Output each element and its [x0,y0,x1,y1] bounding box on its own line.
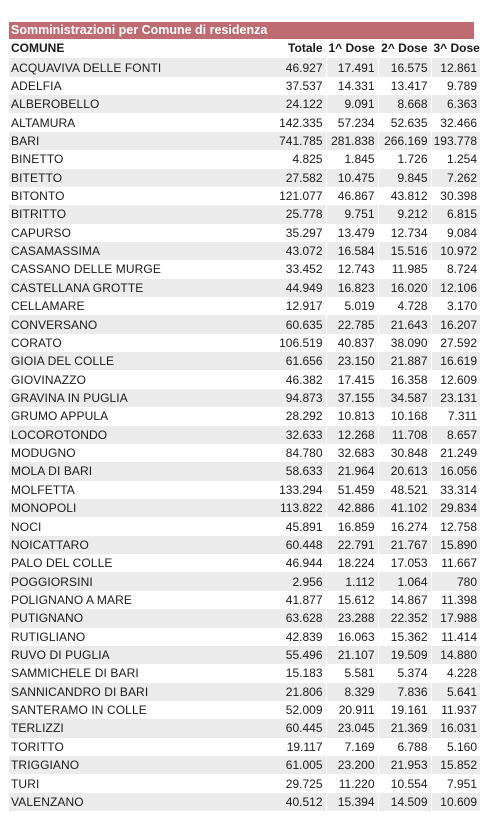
cell-dose3: 7.311 [431,407,480,425]
cell-dose3: 17.988 [431,609,480,627]
cell-dose2: 4.728 [378,297,431,315]
cell-comune: CONVERSANO [9,315,211,333]
cell-totale: 32.633 [211,426,326,444]
cell-dose3: 10.972 [431,242,480,260]
cell-comune: SANNICANDRO DI BARI [9,683,211,701]
cell-dose3: 29.834 [431,499,480,517]
cell-totale: 46.944 [211,554,326,572]
table-row [9,683,480,701]
cell-totale: 60.445 [211,719,326,737]
cell-dose3: 16.031 [431,719,480,737]
vaccination-table-panel [9,22,480,811]
table-row [9,370,480,388]
cell-dose3: 1.254 [431,150,480,168]
cell-comune: RUTIGLIANO [9,628,211,646]
cell-comune: ALTAMURA [9,113,211,131]
cell-totale: 41.877 [211,591,326,609]
table-row [9,756,480,774]
cell-dose3: 16.207 [431,315,480,333]
cell-dose3: 10.609 [431,793,480,811]
cell-dose2: 19.509 [378,646,431,664]
cell-totale: 46.927 [211,58,326,77]
vaccination-table [9,39,480,811]
cell-dose2: 43.812 [378,187,431,205]
cell-dose2: 52.635 [378,113,431,131]
cell-dose1: 16.584 [326,242,378,260]
cell-comune: VALENZANO [9,793,211,811]
cell-comune: MODUGNO [9,444,211,462]
table-row [9,793,480,811]
cell-dose3: 12.609 [431,370,480,388]
table-row [9,536,480,554]
table-title: Somministrazioni per Comune di residenza [9,22,474,39]
cell-comune: TURI [9,774,211,792]
table-row [9,224,480,242]
cell-dose1: 32.683 [326,444,378,462]
cell-dose3: 11.667 [431,554,480,572]
cell-comune: TRIGGIANO [9,756,211,774]
cell-dose2: 10.168 [378,407,431,425]
table-row [9,352,480,370]
cell-dose3: 6.363 [431,95,480,113]
cell-dose1: 21.964 [326,462,378,480]
cell-totale: 741.785 [211,132,326,150]
cell-dose1: 40.837 [326,334,378,352]
cell-dose1: 23.045 [326,719,378,737]
table-row [9,701,480,719]
cell-dose1: 7.169 [326,738,378,756]
cell-dose1: 16.063 [326,628,378,646]
table-row [9,169,480,187]
cell-totale: 42.839 [211,628,326,646]
cell-dose3: 27.592 [431,334,480,352]
table-row [9,95,480,113]
cell-dose2: 16.020 [378,279,431,297]
cell-dose2: 21.643 [378,315,431,333]
cell-totale: 29.725 [211,774,326,792]
cell-dose3: 11.937 [431,701,480,719]
cell-dose2: 17.053 [378,554,431,572]
cell-dose2: 14.867 [378,591,431,609]
table-row [9,664,480,682]
table-row [9,113,480,131]
cell-dose1: 23.200 [326,756,378,774]
cell-dose2: 5.374 [378,664,431,682]
cell-comune: BITONTO [9,187,211,205]
cell-totale: 35.297 [211,224,326,242]
cell-comune: RUVO DI PUGLIA [9,646,211,664]
cell-comune: CASAMASSIMA [9,242,211,260]
cell-dose1: 18.224 [326,554,378,572]
cell-dose1: 1.112 [326,572,378,590]
cell-dose3: 11.398 [431,591,480,609]
cell-dose3: 12.758 [431,517,480,535]
header-dose2: 2^ Dose [378,39,431,58]
cell-totale: 55.496 [211,646,326,664]
cell-dose2: 8.668 [378,95,431,113]
cell-dose3: 4.228 [431,664,480,682]
cell-totale: 2.956 [211,572,326,590]
cell-totale: 33.452 [211,260,326,278]
table-row [9,517,480,535]
cell-dose1: 12.743 [326,260,378,278]
table-row [9,279,480,297]
table-row [9,297,480,315]
cell-dose2: 41.102 [378,499,431,517]
cell-totale: 37.537 [211,77,326,95]
cell-totale: 46.382 [211,370,326,388]
table-row [9,77,480,95]
cell-dose3: 12.106 [431,279,480,297]
table-row [9,426,480,444]
cell-comune: MONOPOLI [9,499,211,517]
cell-comune: BITETTO [9,169,211,187]
cell-comune: POLIGNANO A MARE [9,591,211,609]
table-row [9,315,480,333]
cell-dose1: 12.268 [326,426,378,444]
cell-dose2: 11.985 [378,260,431,278]
cell-comune: SANTERAMO IN COLLE [9,701,211,719]
cell-dose3: 16.619 [431,352,480,370]
cell-comune: TERLIZZI [9,719,211,737]
cell-comune: PUTIGNANO [9,609,211,627]
cell-dose1: 15.394 [326,793,378,811]
table-row [9,389,480,407]
cell-comune: MOLA DI BARI [9,462,211,480]
cell-comune: CASSANO DELLE MURGE [9,260,211,278]
cell-dose3: 21.249 [431,444,480,462]
cell-dose3: 8.657 [431,426,480,444]
table-row [9,628,480,646]
cell-totale: 27.582 [211,169,326,187]
header-totale: Totale [211,39,326,58]
cell-dose2: 15.362 [378,628,431,646]
cell-dose1: 10.813 [326,407,378,425]
cell-dose2: 6.788 [378,738,431,756]
cell-dose2: 30.848 [378,444,431,462]
cell-dose2: 16.358 [378,370,431,388]
cell-comune: MOLFETTA [9,481,211,499]
cell-dose3: 8.724 [431,260,480,278]
cell-totale: 45.891 [211,517,326,535]
cell-dose2: 38.090 [378,334,431,352]
table-row [9,260,480,278]
cell-dose2: 20.613 [378,462,431,480]
table-row [9,609,480,627]
cell-comune: CORATO [9,334,211,352]
cell-comune: CELLAMARE [9,297,211,315]
cell-dose3: 30.398 [431,187,480,205]
cell-dose3: 780 [431,572,480,590]
cell-totale: 61.656 [211,352,326,370]
cell-dose2: 34.587 [378,389,431,407]
cell-comune: BINETTO [9,150,211,168]
cell-totale: 28.292 [211,407,326,425]
cell-comune: ALBEROBELLO [9,95,211,113]
cell-dose2: 9.845 [378,169,431,187]
table-row [9,444,480,462]
table-row [9,58,480,77]
cell-dose1: 9.091 [326,95,378,113]
cell-comune: CAPURSO [9,224,211,242]
cell-dose2: 16.575 [378,58,431,77]
cell-dose3: 6.815 [431,205,480,223]
table-row [9,150,480,168]
cell-totale: 133.294 [211,481,326,499]
cell-dose1: 57.234 [326,113,378,131]
table-header-row [9,39,480,58]
cell-dose2: 19.161 [378,701,431,719]
cell-dose1: 17.415 [326,370,378,388]
cell-totale: 58.633 [211,462,326,480]
cell-totale: 44.949 [211,279,326,297]
cell-dose3: 33.314 [431,481,480,499]
cell-dose1: 46.867 [326,187,378,205]
cell-comune: SAMMICHELE DI BARI [9,664,211,682]
cell-totale: 24.122 [211,95,326,113]
cell-dose2: 48.521 [378,481,431,499]
cell-dose1: 22.785 [326,315,378,333]
cell-dose2: 14.509 [378,793,431,811]
table-row [9,719,480,737]
cell-dose3: 15.890 [431,536,480,554]
cell-comune: GIOVINAZZO [9,370,211,388]
cell-dose3: 5.160 [431,738,480,756]
cell-totale: 60.448 [211,536,326,554]
table-row [9,205,480,223]
cell-comune: ADELFIA [9,77,211,95]
cell-comune: LOCOROTONDO [9,426,211,444]
cell-totale: 84.780 [211,444,326,462]
header-comune: COMUNE [9,39,211,58]
cell-totale: 40.512 [211,793,326,811]
cell-dose2: 9.212 [378,205,431,223]
table-row [9,554,480,572]
cell-comune: POGGIORSINI [9,572,211,590]
cell-dose3: 5.641 [431,683,480,701]
table-row [9,738,480,756]
cell-dose2: 21.887 [378,352,431,370]
cell-dose3: 9.789 [431,77,480,95]
cell-dose1: 21.107 [326,646,378,664]
cell-dose3: 12.861 [431,58,480,77]
cell-dose2: 13.417 [378,77,431,95]
cell-dose2: 22.352 [378,609,431,627]
cell-dose1: 42.886 [326,499,378,517]
cell-totale: 52.009 [211,701,326,719]
table-row [9,407,480,425]
cell-totale: 4.825 [211,150,326,168]
cell-dose1: 8.329 [326,683,378,701]
cell-comune: PALO DEL COLLE [9,554,211,572]
cell-totale: 15.183 [211,664,326,682]
cell-dose1: 5.019 [326,297,378,315]
cell-dose1: 5.581 [326,664,378,682]
cell-dose3: 11.414 [431,628,480,646]
cell-comune: BITRITTO [9,205,211,223]
cell-dose3: 9.084 [431,224,480,242]
cell-totale: 94.873 [211,389,326,407]
header-dose1: 1^ Dose [326,39,378,58]
cell-totale: 106.519 [211,334,326,352]
cell-totale: 12.917 [211,297,326,315]
cell-totale: 43.072 [211,242,326,260]
table-row [9,242,480,260]
table-row [9,187,480,205]
table-row [9,481,480,499]
cell-dose3: 3.170 [431,297,480,315]
cell-comune: TORITTO [9,738,211,756]
cell-dose2: 7.836 [378,683,431,701]
cell-comune: GRUMO APPULA [9,407,211,425]
cell-dose1: 1.845 [326,150,378,168]
cell-comune: GIOIA DEL COLLE [9,352,211,370]
cell-totale: 113.822 [211,499,326,517]
cell-dose1: 15.612 [326,591,378,609]
cell-dose1: 51.459 [326,481,378,499]
table-row [9,646,480,664]
cell-dose1: 37.155 [326,389,378,407]
cell-dose2: 1.064 [378,572,431,590]
cell-dose1: 14.331 [326,77,378,95]
cell-dose3: 16.056 [431,462,480,480]
cell-totale: 19.117 [211,738,326,756]
table-row [9,334,480,352]
cell-comune: NOICATTARO [9,536,211,554]
cell-dose2: 16.274 [378,517,431,535]
table-row [9,591,480,609]
table-body [9,58,480,811]
cell-dose2: 21.953 [378,756,431,774]
cell-dose2: 1.726 [378,150,431,168]
cell-dose1: 9.751 [326,205,378,223]
cell-dose1: 281.838 [326,132,378,150]
cell-dose2: 15.516 [378,242,431,260]
cell-dose2: 11.708 [378,426,431,444]
cell-dose1: 10.475 [326,169,378,187]
cell-comune: ACQUAVIVA DELLE FONTI [9,58,211,77]
cell-dose1: 17.491 [326,58,378,77]
cell-totale: 21.806 [211,683,326,701]
cell-dose2: 10.554 [378,774,431,792]
cell-totale: 142.335 [211,113,326,131]
cell-dose1: 16.859 [326,517,378,535]
cell-dose3: 15.852 [431,756,480,774]
table-row [9,132,480,150]
cell-comune: NOCI [9,517,211,535]
cell-dose1: 23.288 [326,609,378,627]
cell-totale: 25.778 [211,205,326,223]
cell-totale: 61.005 [211,756,326,774]
header-dose3: 3^ Dose [431,39,480,58]
cell-dose1: 22.791 [326,536,378,554]
cell-totale: 121.077 [211,187,326,205]
cell-dose1: 16.823 [326,279,378,297]
cell-dose1: 23.150 [326,352,378,370]
table-row [9,774,480,792]
cell-dose3: 7.262 [431,169,480,187]
cell-dose1: 11.220 [326,774,378,792]
cell-comune: GRAVINA IN PUGLIA [9,389,211,407]
cell-dose3: 193.778 [431,132,480,150]
cell-comune: CASTELLANA GROTTE [9,279,211,297]
table-row [9,572,480,590]
table-row [9,499,480,517]
cell-comune: BARI [9,132,211,150]
cell-dose2: 12.734 [378,224,431,242]
cell-dose3: 23.131 [431,389,480,407]
cell-dose3: 7.951 [431,774,480,792]
cell-totale: 60.635 [211,315,326,333]
cell-dose3: 32.466 [431,113,480,131]
cell-totale: 63.628 [211,609,326,627]
cell-dose1: 20.911 [326,701,378,719]
cell-dose3: 14.880 [431,646,480,664]
table-row [9,462,480,480]
cell-dose2: 21.369 [378,719,431,737]
cell-dose2: 21.767 [378,536,431,554]
cell-dose1: 13.479 [326,224,378,242]
cell-dose2: 266.169 [378,132,431,150]
